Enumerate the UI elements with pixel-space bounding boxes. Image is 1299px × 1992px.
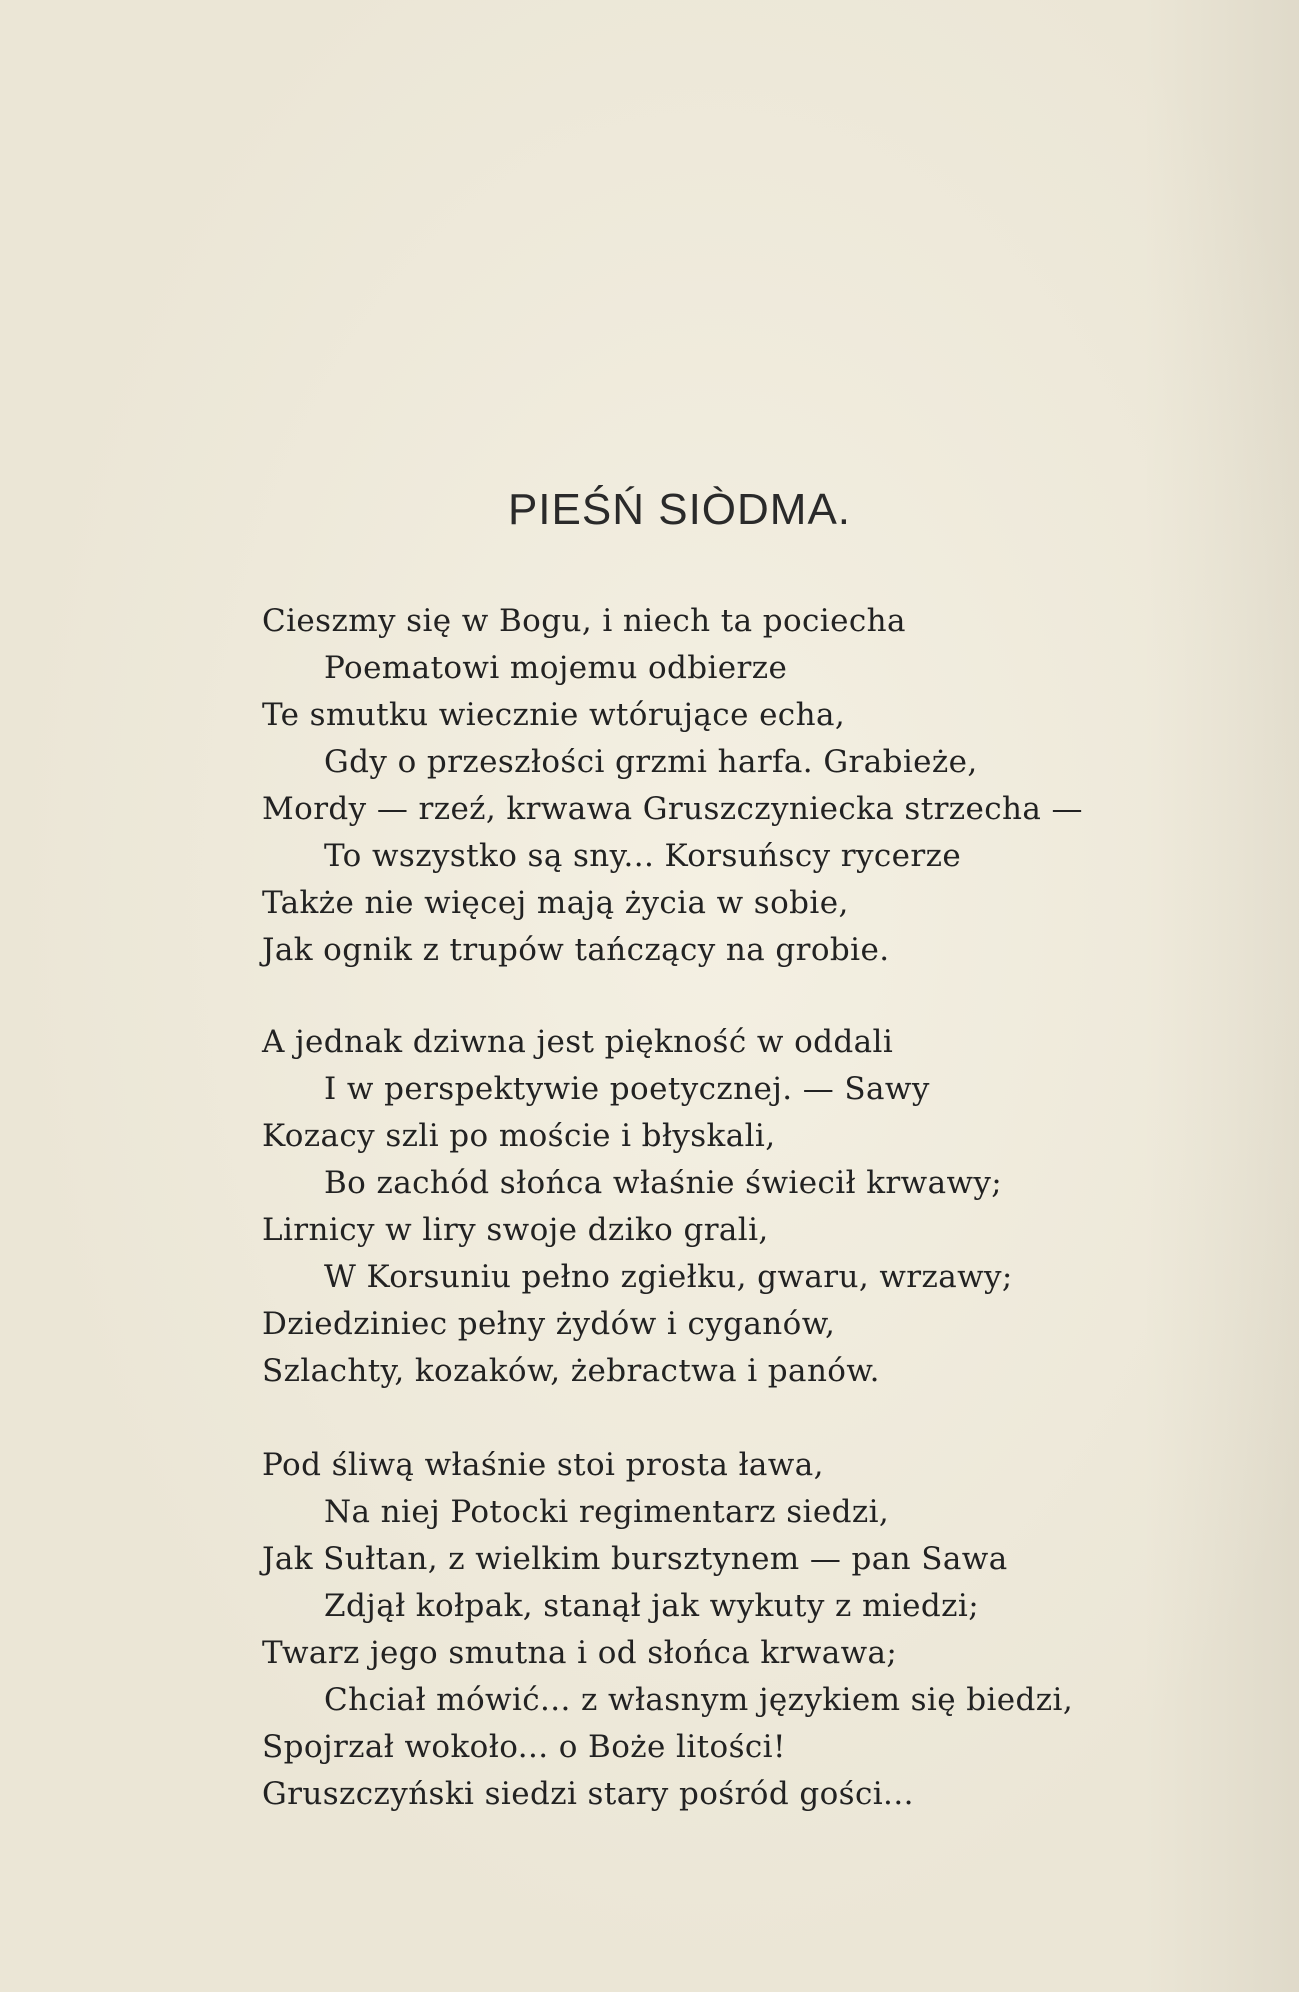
verse-line: Na niej Potocki regimentarz siedzi, — [324, 1494, 890, 1530]
verse-line: Cieszmy się w Bogu, i niech ta pociecha — [262, 603, 906, 639]
verse-line: Chciał mówić... z własnym językiem się biedzi, — [324, 1682, 1074, 1718]
verse-line: To wszystko są sny... Korsuńscy rycerze — [324, 838, 962, 874]
verse-line: A jednak dziwna jest piękność w oddali — [262, 1024, 894, 1060]
verse-line: Szlachty, kozaków, żebractwa i panów. — [262, 1353, 880, 1389]
verse-line: Zdjął kołpak, stanął jak wykuty z miedzi; — [324, 1588, 980, 1624]
verse-line: Twarz jego smutna i od słońca krwawa; — [262, 1635, 898, 1671]
stanza-3 — [262, 1442, 1242, 1818]
chapter-title: PIEŚŃ SIÒDMA. — [507, 485, 852, 534]
verse-line: Kozacy szli po moście i błyskali, — [262, 1118, 776, 1154]
verse-line: Poematowi mojemu odbierze — [324, 650, 788, 686]
verse-line: Gdy o przeszłości grzmi harfa. Grabieże, — [324, 744, 978, 780]
verse-line: Lirnicy w liry swoje dziko grali, — [262, 1212, 769, 1248]
verse-line: Gruszczyński siedzi stary pośród gości... — [262, 1776, 914, 1812]
verse-line: Dziedziniec pełny żydów i cyganów, — [262, 1306, 836, 1342]
verse-line: Jak Sułtan, z wielkim bursztynem — pan Sawa — [262, 1541, 1008, 1577]
verse-line: I w perspektywie poetycznej. — Sawy — [324, 1071, 930, 1107]
verse-line: Pod śliwą właśnie stoi prosta ława, — [262, 1447, 824, 1483]
verse-line: Bo zachód słońca właśnie świecił krwawy; — [324, 1165, 1003, 1201]
verse-line: Te smutku wiecznie wtórujące echa, — [262, 697, 846, 733]
verse-line: Mordy — rzeź, krwawa Gruszczyniecka strzecha — — [262, 791, 1083, 827]
verse-line: Spojrzał wokoło... o Boże litości! — [262, 1729, 786, 1765]
verse-line: Także nie więcej mają życia w sobie, — [262, 885, 849, 921]
stanza-1 — [262, 598, 1242, 974]
verse-line: W Korsuniu pełno zgiełku, gwaru, wrzawy; — [324, 1259, 1013, 1295]
stanza-2 — [262, 1019, 1242, 1395]
verse-line: Jak ognik z trupów tańczący na grobie. — [262, 932, 890, 968]
